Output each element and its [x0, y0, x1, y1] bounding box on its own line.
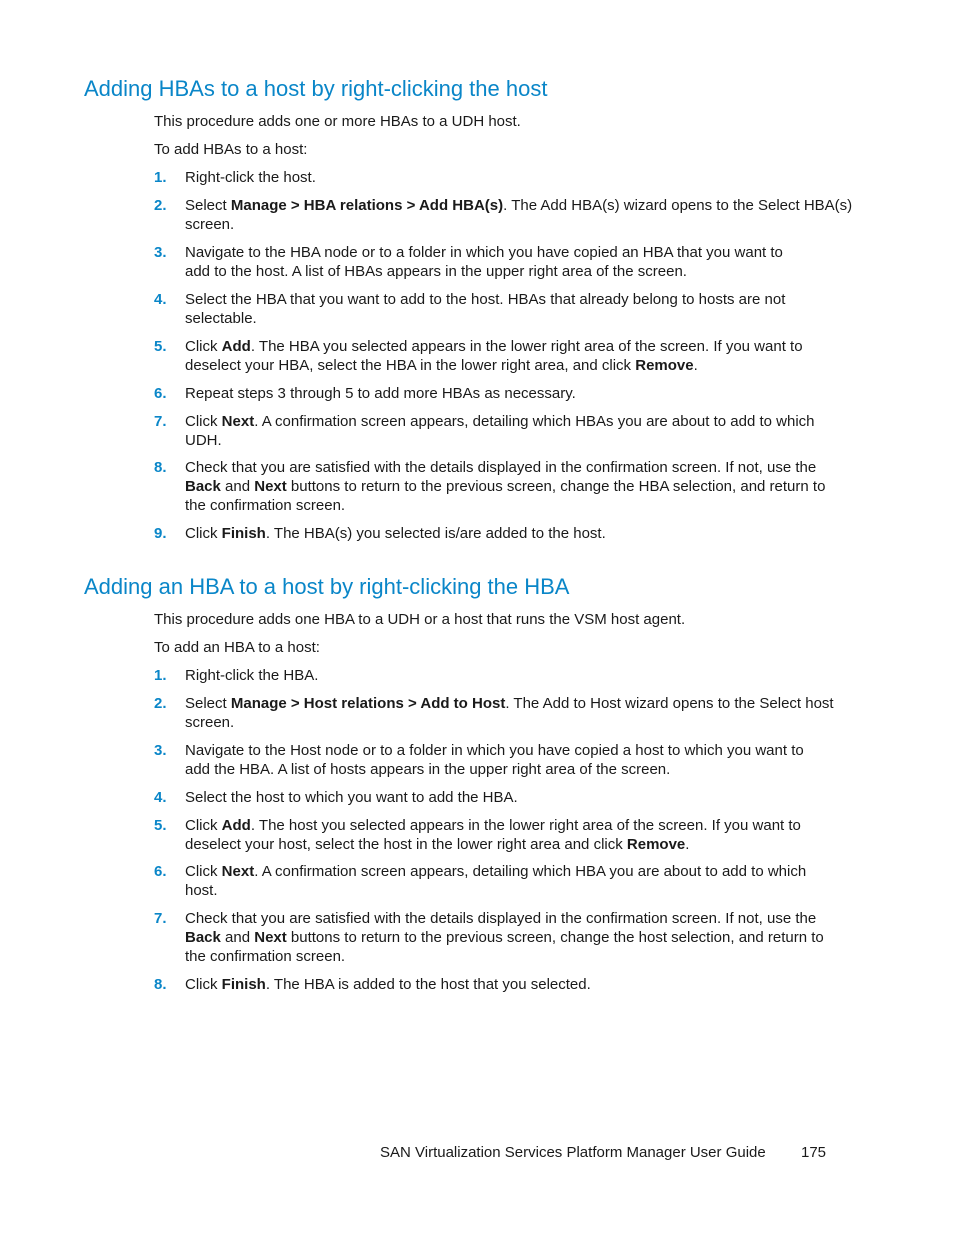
step-text-line: [185, 496, 345, 515]
step-number: 4.: [154, 789, 167, 806]
step-text: Select: [185, 197, 231, 214]
lead-paragraph: To add an HBA to a host:: [154, 639, 320, 656]
step-text-line: [185, 788, 518, 807]
step-text-line: [185, 881, 218, 900]
step-text: buttons to return to the previous screen, change the HBA selection, and return to: [286, 478, 826, 495]
step-text: Select the HBA that you want to add to the host. HBAs that already belong to hosts are not: [185, 291, 786, 308]
step-text: . The Add HBA(s) wizard opens to the Select HBA(s): [503, 197, 853, 214]
step-text-line: [185, 975, 591, 994]
step-text: Select the host to which you want to add the HBA.: [185, 789, 518, 806]
step-text-line: [185, 862, 806, 881]
step-text: the confirmation screen.: [185, 948, 346, 965]
step-text-line: [185, 947, 345, 966]
step-number: 3.: [154, 742, 167, 759]
ui-term: Remove: [635, 357, 694, 374]
step-text-line: [185, 741, 804, 760]
step-text: . The host you selected appears in the lower right area of the screen. If you want to: [250, 817, 801, 834]
ui-term: Next: [221, 863, 255, 880]
step-text-line: [185, 713, 234, 732]
ui-term: Add: [221, 817, 251, 834]
step-text: . A confirmation screen appears, detailing which HBA you are about to add to which: [254, 863, 807, 880]
page-number: 175: [801, 1144, 827, 1161]
step-text: the confirmation screen.: [185, 497, 346, 514]
lead-paragraph: To add HBAs to a host:: [154, 141, 308, 158]
step-text-line: [185, 412, 815, 431]
step-text-line: [185, 290, 785, 309]
step-text: and: [220, 929, 255, 946]
step-text: Select: [185, 695, 231, 712]
step-text-line: [185, 760, 670, 779]
step-text: Click: [185, 817, 222, 834]
step-text-line: [185, 168, 316, 187]
step-number: 5.: [154, 338, 167, 355]
step-number: 6.: [154, 385, 167, 402]
step-text-line: [185, 196, 852, 215]
step-number: 1.: [154, 169, 167, 186]
step-text: Click: [185, 976, 222, 993]
step-text: buttons to return to the previous screen, change the host selection, and return to: [286, 929, 824, 946]
step-text-line: [185, 262, 687, 281]
step-text: selectable.: [185, 310, 257, 327]
step-text: UDH.: [185, 432, 222, 449]
step-text: screen.: [185, 714, 235, 731]
step-text: .: [685, 836, 690, 853]
ui-term: Next: [254, 929, 287, 946]
step-text: Click: [185, 863, 222, 880]
ui-term: Manage > HBA relations > Add HBA(s): [230, 197, 504, 214]
step-number: 2.: [154, 197, 167, 214]
step-text-line: [185, 458, 816, 477]
step-number: 7.: [154, 413, 167, 430]
ui-term: Remove: [626, 836, 686, 853]
step-text: add the HBA. A list of hosts appears in the upper right area of the screen.: [185, 761, 671, 778]
step-text-line: [185, 243, 783, 262]
step-number: 2.: [154, 695, 167, 712]
step-text: . The Add to Host wizard opens to the Select host: [505, 695, 834, 712]
section-heading: Adding HBAs to a host by right-clicking the host: [84, 76, 548, 101]
ui-term: Back: [185, 929, 221, 946]
step-number: 9.: [154, 525, 167, 542]
step-number: 3.: [154, 244, 167, 261]
intro-paragraph: This procedure adds one HBA to a UDH or a host that runs the VSM host agent.: [154, 611, 686, 628]
step-text-line: [185, 816, 801, 835]
intro-paragraph: This procedure adds one or more HBAs to a UDH host.: [154, 113, 521, 130]
step-text: add to the host. A list of HBAs appears in the upper right area of the screen.: [185, 263, 687, 280]
step-text: Right-click the HBA.: [185, 667, 319, 684]
step-text-line: [185, 309, 257, 328]
step-text-line: [185, 524, 606, 543]
step-text: . The HBA is added to the host that you selected.: [265, 976, 591, 993]
step-number: 8.: [154, 976, 167, 993]
step-text: and: [220, 478, 255, 495]
step-text: Navigate to the HBA node or to a folder in which you have copied an HBA that you want to: [185, 244, 783, 261]
step-text: Check that you are satisfied with the details displayed in the confirmation screen. If not, use the: [185, 459, 817, 476]
ui-term: Finish: [221, 525, 266, 542]
step-number: 6.: [154, 863, 167, 880]
step-text: Repeat steps 3 through 5 to add more HBAs as necessary.: [185, 385, 576, 402]
step-text-line: [185, 835, 689, 854]
step-text: screen.: [185, 216, 235, 233]
ui-term: Next: [254, 478, 287, 495]
step-text: Click: [185, 525, 222, 542]
ui-term: Manage > Host relations > Add to Host: [230, 695, 506, 712]
section-heading: Adding an HBA to a host by right-clicking the HBA: [84, 574, 570, 599]
ui-term: Finish: [221, 976, 266, 993]
step-text-line: [185, 431, 222, 450]
ui-term: Add: [221, 338, 251, 355]
step-number: 4.: [154, 291, 167, 308]
step-text-line: [185, 666, 318, 685]
step-text: . The HBA(s) you selected is/are added to the host.: [265, 525, 606, 542]
step-text: Navigate to the Host node or to a folder in which you have copied a host to which you want to: [185, 742, 804, 759]
step-text-line: [185, 356, 698, 375]
ui-term: Next: [221, 413, 255, 430]
step-text-line: [185, 337, 803, 356]
step-number: 8.: [154, 459, 167, 476]
step-text: deselect your HBA, select the HBA in the lower right area, and click: [185, 357, 636, 374]
step-text: . The HBA you selected appears in the lower right area of the screen. If you want to: [250, 338, 803, 355]
step-text: Click: [185, 338, 222, 355]
step-text: . A confirmation screen appears, detailing which HBAs you are about to add to which: [254, 413, 815, 430]
step-text-line: [185, 694, 834, 713]
step-text: host.: [185, 882, 218, 899]
step-text: deselect your host, select the host in the lower right area and click: [185, 836, 627, 853]
step-text: Right-click the host.: [185, 169, 316, 186]
step-number: 1.: [154, 667, 167, 684]
step-number: 7.: [154, 910, 167, 927]
step-number: 5.: [154, 817, 167, 834]
step-text-line: [185, 909, 816, 928]
step-text: .: [693, 357, 698, 374]
step-text: Check that you are satisfied with the details displayed in the confirmation screen. If not, use the: [185, 910, 817, 927]
step-text: Click: [185, 413, 222, 430]
ui-term: Back: [185, 478, 221, 495]
footer-guide-title: SAN Virtualization Services Platform Manager User Guide: [380, 1144, 766, 1161]
step-text-line: [185, 384, 576, 403]
step-text-line: [185, 477, 825, 496]
step-text-line: [185, 928, 824, 947]
step-text-line: [185, 215, 234, 234]
